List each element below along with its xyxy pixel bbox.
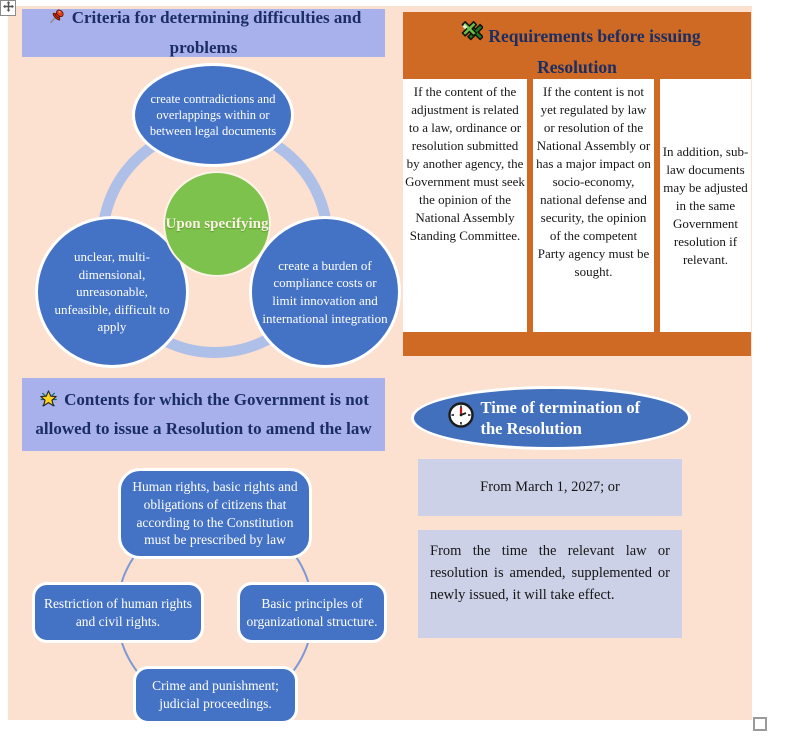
requirements-panel[interactable] bbox=[403, 12, 751, 356]
criteria-bubble-right-text: create a burden of compliance costs or limit innovation and international integration bbox=[262, 257, 388, 326]
contents-node-right[interactable] bbox=[237, 582, 387, 643]
star-icon bbox=[38, 389, 59, 417]
puzzle-icon bbox=[453, 19, 483, 54]
contents-node-bottom-text: Crime and punishment; judicial proceedings. bbox=[152, 678, 279, 711]
criteria-title: Criteria for determining difficulties and problems bbox=[71, 8, 362, 57]
requirements-column-1[interactable] bbox=[403, 79, 527, 332]
criteria-bubble-left-text: unclear, multi-dimensional, unreasonable, unfeasible, difficult to apply bbox=[54, 249, 170, 335]
criteria-bubble-right[interactable] bbox=[249, 216, 401, 368]
criteria-bubble-center[interactable] bbox=[163, 171, 271, 277]
requirements-column-1-text: If the content of the adjustment is related to a law, ordinance or resolution submitted by another agency, the Government must seek the opinion of the National Assembly Standing Committee. bbox=[405, 84, 525, 243]
clock-icon bbox=[447, 401, 475, 434]
criteria-bubble-top[interactable] bbox=[132, 63, 294, 167]
criteria-bubble-top-text: create contradictions and overlappings within or between legal documents bbox=[149, 91, 277, 139]
termination-title-ellipse[interactable] bbox=[411, 386, 691, 450]
contents-node-top[interactable] bbox=[118, 468, 312, 559]
pushpin-icon bbox=[46, 7, 67, 35]
termination-box-1-text: From March 1, 2027; or bbox=[480, 479, 620, 495]
contents-node-right-text: Basic principles of organizational structure. bbox=[246, 595, 378, 629]
requirements-column-3[interactable] bbox=[660, 79, 751, 332]
contents-node-top-text: Human rights, basic rights and obligations of citizens that according to the Constitution must be prescribed by law bbox=[132, 478, 298, 548]
requirements-column-2[interactable] bbox=[533, 79, 654, 332]
contents-node-left-text: Restriction of human rights and civil rights. bbox=[43, 595, 193, 629]
contents-node-bottom[interactable] bbox=[133, 666, 298, 724]
requirements-header bbox=[403, 17, 751, 83]
table-resize-handle[interactable] bbox=[753, 717, 767, 731]
move-arrows-icon bbox=[3, 0, 14, 17]
contents-title: Contents for which the Government is not allowed to issue a Resolution to amend the law bbox=[35, 389, 372, 438]
criteria-header-inner bbox=[28, 6, 379, 59]
criteria-bubble-center-text: Upon specifying bbox=[165, 215, 269, 232]
requirements-columns bbox=[403, 79, 751, 332]
contents-header[interactable] bbox=[22, 378, 385, 451]
contents-node-left[interactable] bbox=[32, 582, 204, 643]
requirements-column-3-text: In addition, sub-law documents may be adjusted in the same Government resolution if relevant. bbox=[662, 143, 749, 267]
table-move-handle[interactable] bbox=[0, 0, 16, 16]
contents-header-inner bbox=[28, 388, 379, 441]
criteria-header[interactable] bbox=[22, 9, 385, 57]
termination-box-1[interactable] bbox=[418, 459, 682, 516]
requirements-title: Requirements before issuing Resolution bbox=[488, 26, 701, 78]
termination-box-2-text: From the time the relevant law or resolution is amended, supplemented or newly issued, it will take effect. bbox=[430, 543, 670, 603]
termination-box-2[interactable] bbox=[418, 530, 682, 638]
termination-title: Time of termination of the Resolution bbox=[480, 397, 641, 438]
requirements-column-2-text: If the content is not yet regulated by law or resolution of the National Assembly or has a major impact on socio-economy, national defense and security, the opinion of the competent Party agency must be sought. bbox=[536, 84, 651, 279]
